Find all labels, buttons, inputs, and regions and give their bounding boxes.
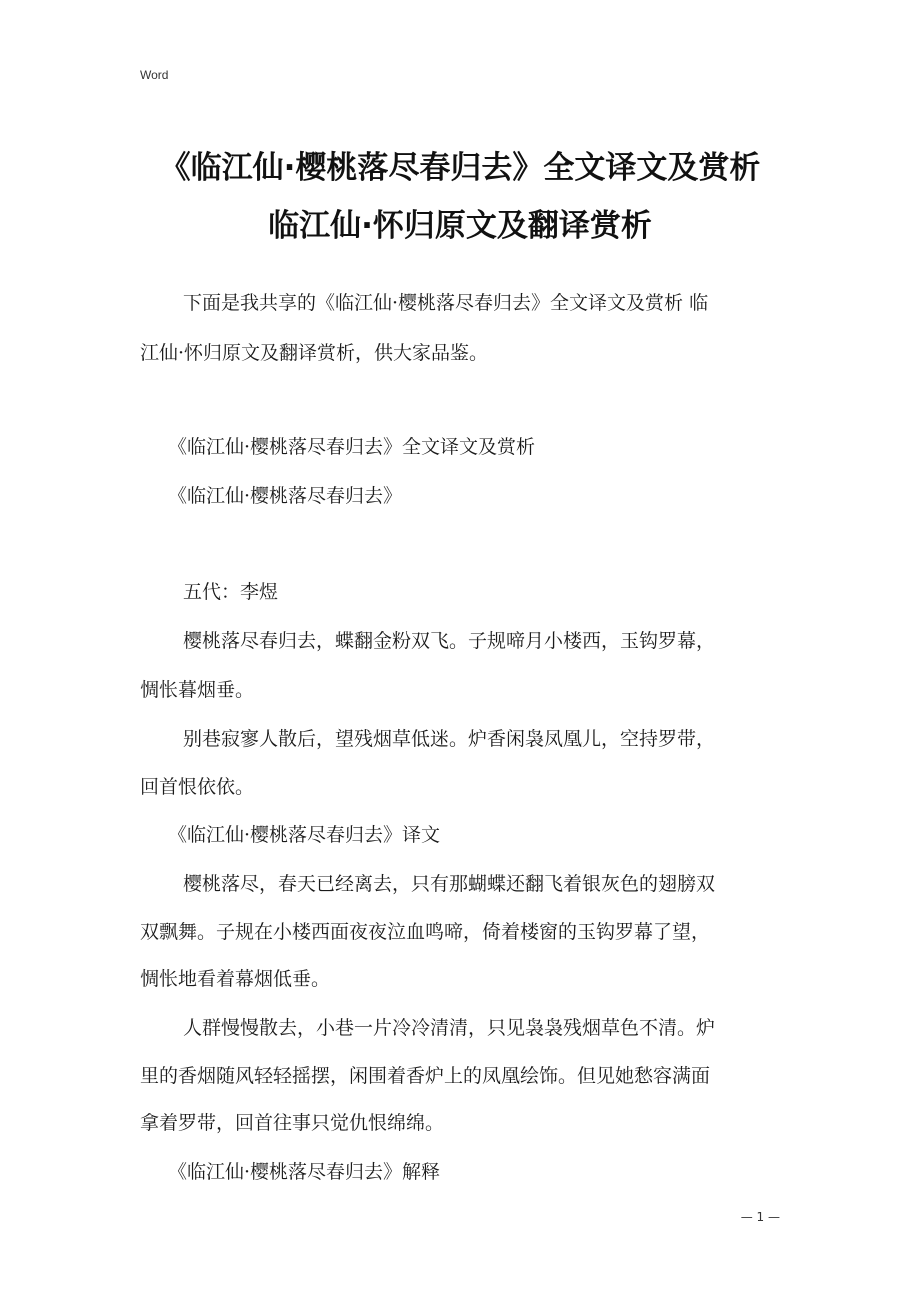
translation-paragraph-1-line-1: 樱桃落尽，春天已经离去，只有那蝴蝶还翻飞着银灰色的翅膀双 [183, 873, 716, 895]
translation-paragraph-2-line-2: 里的香烟随风轻轻摇摆，闲围着香炉上的凤凰绘饰。但见她愁容满面 [140, 1065, 711, 1087]
translation-paragraph-2-line-1: 人群慢慢散去，小巷一片冷冷清清，只见袅袅残烟草色不清。炉 [183, 1017, 716, 1039]
translation-paragraph-1-line-2: 双飘舞。子规在小楼西面夜夜泣血鸣啼，倚着楼窗的玉钩罗幕了望， [140, 921, 711, 943]
header-label: Word [140, 68, 169, 82]
poem-stanza-1-line-2: 惆怅暮烟垂。 [140, 679, 255, 701]
page-number: — 1 — [740, 1210, 780, 1224]
poem-heading: 《临江仙·樱桃落尽春归去》 [168, 485, 403, 507]
poem-stanza-1-line-1: 樱桃落尽春归去，蝶翻金粉双飞。子规啼月小楼西，玉钩罗幕， [183, 630, 716, 652]
translation-heading: 《临江仙·樱桃落尽春归去》译文 [168, 824, 441, 846]
poem-stanza-2-line-1: 别巷寂寥人散后，望残烟草低迷。炉香闲袅凤凰儿，空持罗带， [183, 728, 716, 750]
intro-paragraph-line-1: 下面是我共享的《临江仙·樱桃落尽春归去》全文译文及赏析 临 [183, 292, 709, 314]
explanation-heading: 《临江仙·樱桃落尽春归去》解释 [168, 1161, 441, 1183]
poem-author: 五代：李煜 [183, 581, 279, 603]
intro-paragraph-line-2: 江仙·怀归原文及翻译赏析，供大家品鉴。 [140, 342, 489, 364]
document-title-line-1: 《临江仙·樱桃落尽春归去》全文译文及赏析 [159, 150, 761, 186]
translation-paragraph-1-line-3: 惆怅地看着幕烟低垂。 [140, 968, 331, 990]
translation-paragraph-2-line-3: 拿着罗带，回首往事只觉仇恨绵绵。 [140, 1112, 445, 1134]
poem-stanza-2-line-2: 回首恨依依。 [140, 776, 255, 798]
article-heading: 《临江仙·樱桃落尽春归去》全文译文及赏析 [168, 436, 536, 458]
document-title-line-2: 临江仙·怀归原文及翻译赏析 [268, 208, 652, 244]
